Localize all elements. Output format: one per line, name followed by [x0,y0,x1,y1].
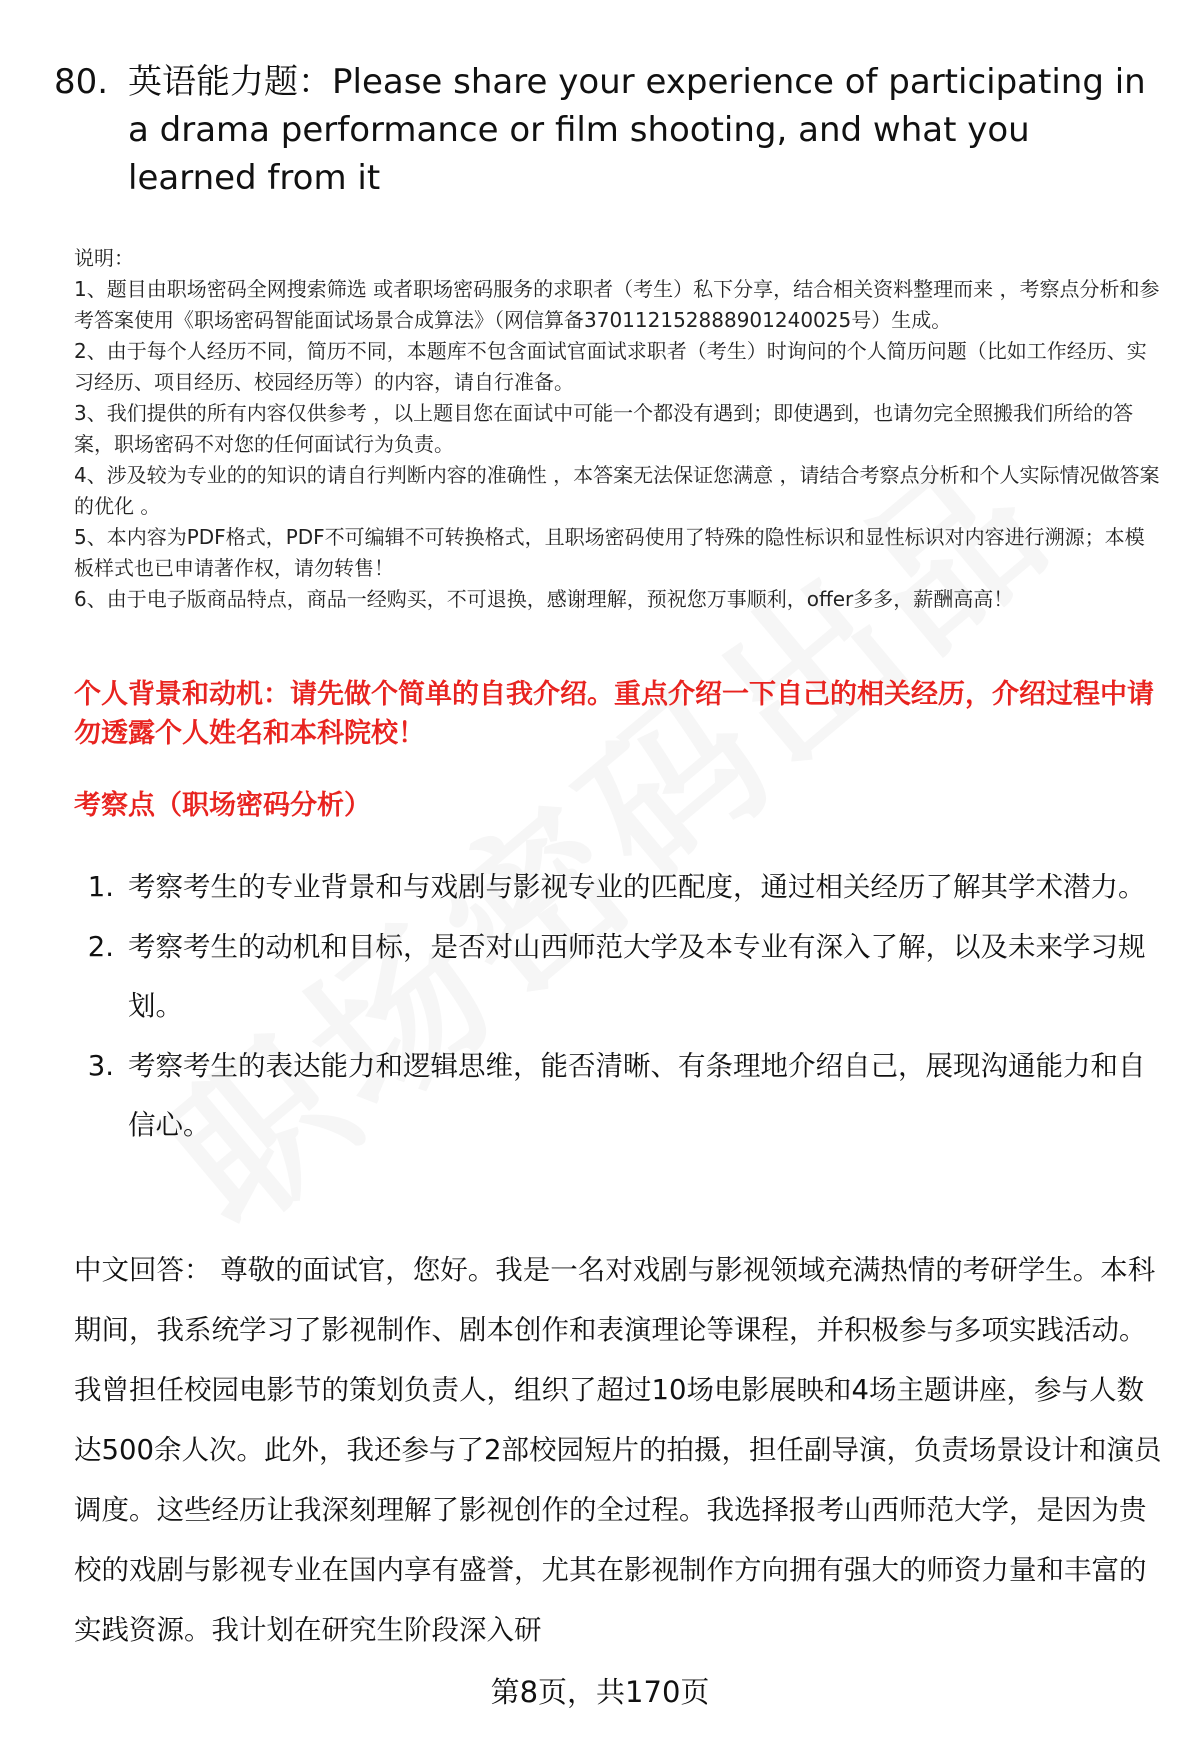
question-number: 80. [54,62,109,102]
point-text: 考察考生的动机和目标，是否对山西师范大学及本专业有深入了解，以及未来学习规划。 [128,931,1146,1022]
analysis-heading: 考察点（职场密码分析） [74,790,371,821]
analysis-point [74,858,1154,917]
note-item: 5、本内容为PDF格式，PDF不可编辑不可转换格式，且职场密码使用了特殊的隐性标识和显性标识对内容进行溯源；本模板样式也已申请著作权，请勿转售！ [74,525,1145,580]
page-footer: 第8页，共170页 [490,1675,710,1709]
point-number: 1. [87,871,114,903]
analysis-point [74,1037,1154,1155]
note-item: 1、题目由职场密码全网搜索筛选 或者职场密码服务的求职者（考生）私下分享，结合相关资料整理而来 ，考察点分析和参考答案使用《职场密码智能面试场景合成算法》（网信算备370112152888901240025号）生成。 [74,277,1160,332]
analysis-points [74,858,1154,1156]
answer-label: 中文回答： [74,1254,212,1286]
notes-block [74,243,1162,615]
answer-text: 尊敬的面试官，您好。我是一名对戏剧与影视领域充满热情的考研学生。本科期间，我系统学习了影视制作、剧本创作和表演理论等课程，并积极参与多项实践活动。我曾担任校园电影节的策划负责人，组织了超过10场电影展映和4场主题讲座，参与人数达500余人次。此外，我还参与了2部校园短片的拍摄，担任副导演，负责场景设计和演员调度。这些经历让我深刻理解了影视创作的全过程。我选择报考山西师范大学，是因为贵校的戏剧与影视专业在国内享有盛誉，尤其在影视制作方向拥有强大的师资力量和丰富的实践资源。我计划在研究生阶段深入研 [74,1254,1162,1646]
note-item: 6、由于电子版商品特点，商品一经购买，不可退换，感谢理解，预祝您万事顺利，offer多多，薪酬高高！ [74,587,1014,611]
question-title [54,58,1154,202]
point-number: 2. [87,931,114,963]
section-heading: 个人背景和动机：请先做个简单的自我介绍。重点介绍一下自己的相关经历，介绍过程中请勿透露个人姓名和本科院校！ [74,679,1154,749]
note-item: 4、涉及较为专业的的知识的请自行判断内容的准确性 ，本答案无法保证您满意 ，请结合考察点分析和个人实际情况做答案的优化 。 [74,463,1160,518]
point-number: 3. [87,1050,114,1082]
analysis-point [74,918,1154,1036]
note-item: 3、我们提供的所有内容仅供参考 ，以上题目您在面试中可能一个都没有遇到；即使遇到，也请勿完全照搬我们所给的答案，职场密码不对您的任何面试行为负责。 [74,401,1134,456]
point-text: 考察考生的表达能力和逻辑思维，能否清晰、有条理地介绍自己，展现沟通能力和自信心。 [128,1050,1146,1141]
answer-paragraph [74,1240,1162,1660]
note-item: 2、由于每个人经历不同，简历不同，本题库不包含面试官面试求职者（考生）时询问的个人简历问题（比如工作经历、实习经历、项目经历、校园经历等）的内容，请自行准备。 [74,339,1147,394]
point-text: 考察考生的专业背景和与戏剧与影视专业的匹配度，通过相关经历了解其学术潜力。 [128,871,1146,903]
question-text: 英语能力题：Please share your experience of participating in a drama performance or film shooting, and what you learned from it [128,62,1146,198]
notes-title: 说明： [74,246,134,270]
